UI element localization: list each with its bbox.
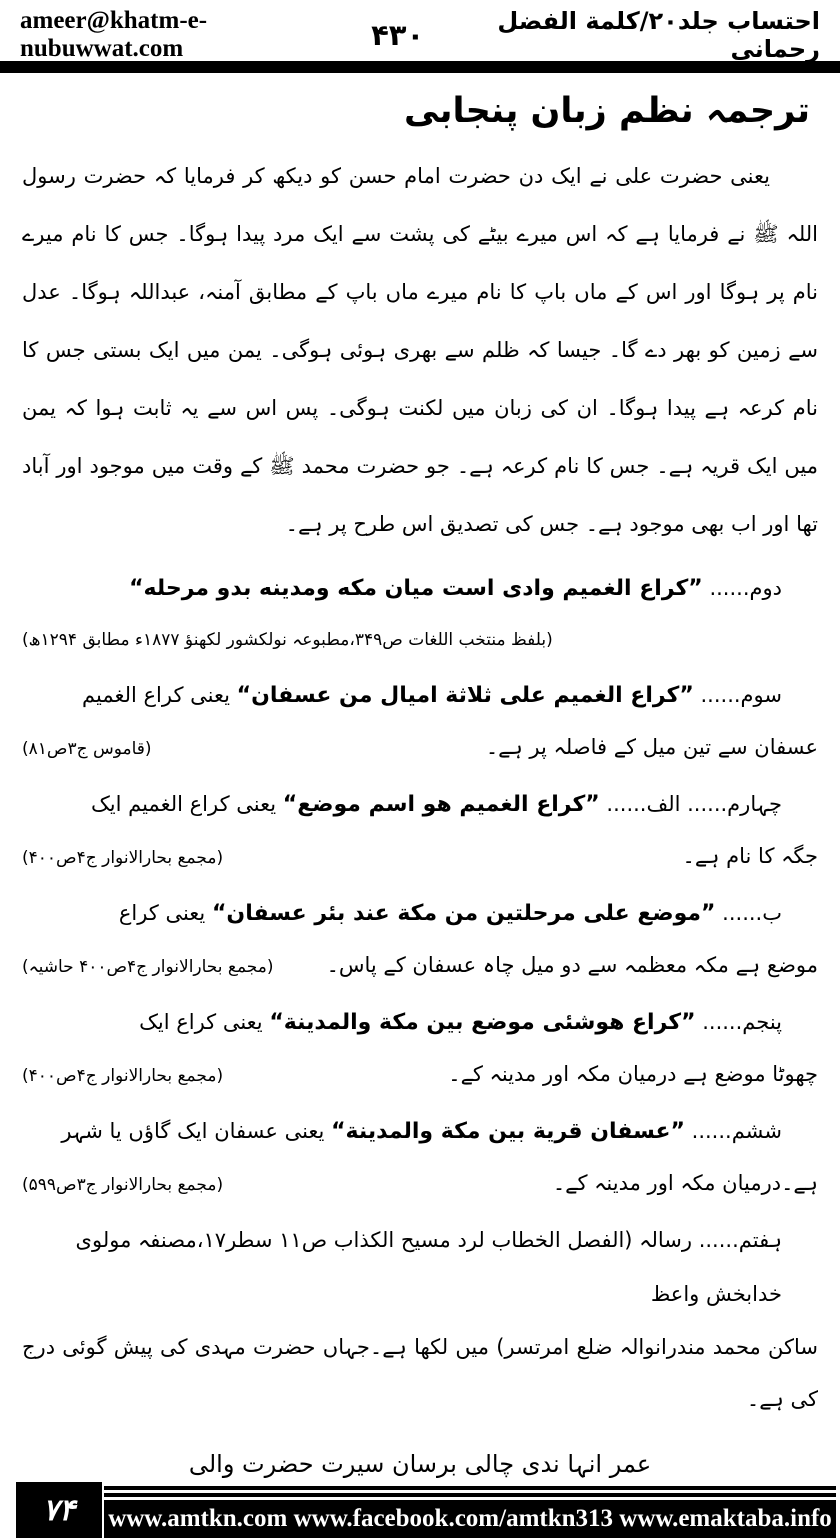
citation-body: موضع ہے مکہ معظمہ سے دو میل چاہ عسفان کے پاس۔ xyxy=(326,953,818,977)
reference-line xyxy=(22,723,818,773)
footer-page-number: ۷۴ xyxy=(16,1482,102,1538)
page-number-top: ۴۳۰ xyxy=(371,18,425,52)
urdu-gloss: یعنی کراع الغمیم xyxy=(82,683,230,707)
source-reference: (مجمع بحارالانوار ج۴ص۴۰۰) xyxy=(22,848,224,868)
reference-line xyxy=(22,941,818,991)
section-heading: ترجمہ نظم زبان پنجابی xyxy=(403,91,810,131)
ordinal-label: چہارم...... الف...... xyxy=(606,792,782,816)
source-reference: (بلفظ منتخب اللغات ص۳۴۹،مطبوعہ نولکشور لکھنؤ ۱۸۷۷ء مطابق ۱۲۹۴ھ) xyxy=(22,630,553,650)
citation-line-haftum xyxy=(22,1213,818,1321)
arabic-quote: ”عسفان قریة بین مکة والمدینة“ xyxy=(331,1119,685,1144)
urdu-gloss: یعنی کراع xyxy=(118,901,206,925)
arabic-quote: ”کراع هوشئی موضع بین مکة والمدینة“ xyxy=(269,1010,696,1035)
ordinal-label: سوم...... xyxy=(700,683,782,707)
book-title: احتساب جلد۲۰/کلمة الفضل رحمانی xyxy=(497,7,820,63)
citation-body: ہے۔درمیان مکہ اور مدینہ کے۔ xyxy=(552,1171,818,1195)
source-reference: (قاموس ج۳ص۸۱) xyxy=(22,739,152,759)
source-reference: (مجمع بحارالانوار ج۳ص۵۹۹) xyxy=(22,1175,224,1195)
footer-urls: www.amtkn.com www.facebook.com/amtkn313 www.emaktaba.info xyxy=(104,1500,836,1538)
citation-line-dom xyxy=(22,561,818,616)
citation-line-chaharum xyxy=(22,777,818,832)
citation-body: چھوٹا موضع ہے درمیان مکہ اور مدینہ کے۔ xyxy=(448,1062,818,1086)
header-email: ameer@khatm-e-nubuwwat.com xyxy=(20,7,208,62)
arabic-quote: ”کراع الغمیم علی ثلاثة امیال من عسفان“ xyxy=(236,683,694,708)
arabic-quote: ”کراع الغمیم وادی است میان مکه ومدینه بدو مرحله“ xyxy=(129,576,703,601)
citation-line-be xyxy=(22,886,818,941)
ordinal-label: ب...... xyxy=(722,901,782,925)
page-footer xyxy=(0,1478,840,1540)
reference-line xyxy=(22,1159,818,1209)
reference-line xyxy=(22,1050,818,1100)
citation-line-som xyxy=(22,668,818,723)
ordinal-label: دوم...... xyxy=(709,576,782,600)
source-reference: (مجمع بحارالانوار ج۴ص۴۰۰ حاشیہ) xyxy=(22,957,274,977)
header-left xyxy=(20,7,424,63)
footer-rule-top xyxy=(104,1486,836,1490)
ordinal-label: ششم...... xyxy=(691,1119,782,1143)
ordinal-label: ہفتم...... xyxy=(698,1228,782,1252)
reference-line xyxy=(22,832,818,882)
page-content xyxy=(0,73,840,1487)
page-header xyxy=(0,0,840,63)
arabic-quote: ”کراع الغمیم هو اسم موضع“ xyxy=(282,792,600,817)
ordinal-label: پنجم...... xyxy=(702,1010,782,1034)
footer-rule-bottom xyxy=(104,1493,836,1497)
urdu-gloss: یعنی عسفان ایک گاؤں یا شہر xyxy=(61,1119,325,1143)
reference-line xyxy=(22,616,818,664)
citation-body: عسفان سے تین میل کے فاصلہ پر ہے۔ xyxy=(485,735,818,759)
footer-bar-group xyxy=(104,1486,836,1538)
citation-line-shashum xyxy=(22,1104,818,1159)
urdu-gloss: یعنی کراع الغمیم ایک xyxy=(90,792,277,816)
poetry-line-1: عمر انہا ندی چالی برسان سیرت حضرت والی xyxy=(188,1450,652,1478)
translation-paragraph: یعنی حضرت علی نے ایک دن حضرت امام حسن کو دیکھ کر فرمایا کہ حضرت رسول اللہ ﷺ نے فرمایا ہے کہ اس میرے بیٹے کی پشت سے ایک مرد پیدا ہوگا۔ جس کا نام میرے نام پر ہوگا اور اس کے ماں باپ کا نام میرے ماں باپ کے مطابق آمنہ، عبداللہ ہوگا۔ عدل سے زمین کو بھر دے گا۔ جیسا کہ ظلم سے بھری ہوئی ہوگی۔ یمن میں ایک بستی جس کا نام کرعہ ہے پیدا ہوگا۔ ان کی زبان میں لکنت ہوگی۔ پس اس سے یہ ثابت ہوا کہ یمن میں ایک قریہ ہے۔ جس کا نام کرعہ ہے۔ جو حضرت محمد ﷺ کے وقت میں موجود اور آباد تھا اور اب بھی موجود ہے۔ جس کی تصدیق اس طرح پر ہے۔ xyxy=(22,164,818,536)
citation-body: جگہ کا نام ہے۔ xyxy=(682,844,818,868)
urdu-gloss: رسالہ (الفصل الخطاب لرد مسیح الکذاب ص۱۱ سطر۱۷،مصنفہ مولوی خدابخش واعظ xyxy=(75,1228,782,1306)
source-reference: (مجمع بحارالانوار ج۴ص۴۰۰) xyxy=(22,1066,224,1086)
urdu-gloss: یعنی کراع ایک xyxy=(139,1010,263,1034)
arabic-quote: ”موضع علی مرحلتین من مکة عند بئر عسفان“ xyxy=(211,901,716,926)
citation-continuation: ساکن محمد مندرانوالہ ضلع امرتسر) میں لکھا ہے۔جہاں حضرت مہدی کی پیش گوئی درج کی ہے۔ xyxy=(22,1335,818,1411)
citation-line-panjum xyxy=(22,995,818,1050)
